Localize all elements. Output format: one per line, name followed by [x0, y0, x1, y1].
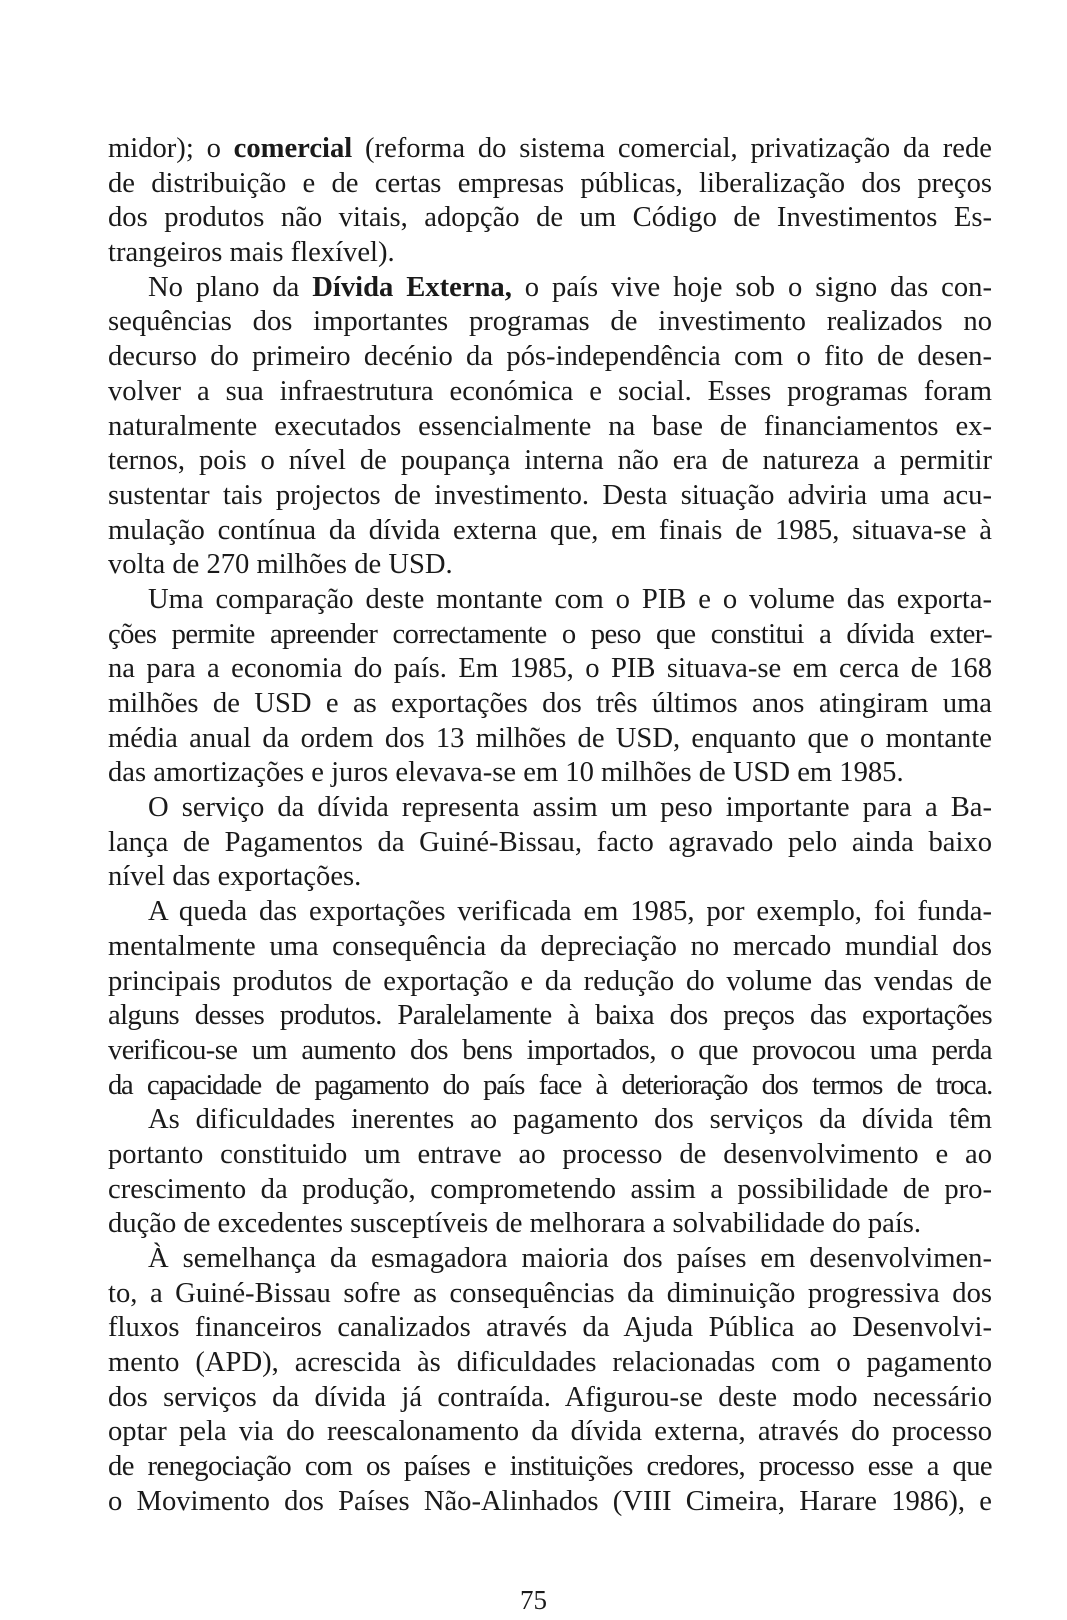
text-line: da capacidade de pagamento do país face à deterioração dos termos de troca. [108, 1069, 992, 1101]
text-line: midor); o comercial (reforma do sistema comercial, privatização da rede [108, 133, 992, 164]
text-line: alguns desses produtos. Paralelamente à baixa dos preços das exportações [108, 1000, 992, 1032]
text-line: Uma comparação deste montante com o PIB e o volume das exporta- [148, 583, 992, 615]
text-line: trangeiros mais flexível). [108, 237, 395, 269]
text-line: sustentar tais projectos de investimento. Desta situação adviria uma acu- [108, 479, 992, 511]
text-line: principais produtos de exportação e da redução do volume das vendas de [108, 965, 992, 997]
text-line: volta de 270 milhões de USD. [108, 549, 453, 581]
text-line: mento (APD), acrescida às dificuldades relacionadas com o pagamento [108, 1347, 992, 1379]
text-line: verificou-se um aumento dos bens importados, o que provocou uma perda [108, 1034, 992, 1066]
text-line: dos produtos não vitais, adopção de um Código de Investimentos Es- [108, 202, 992, 234]
text-line: crescimento da produção, comprometendo assim a possibilidade de pro- [108, 1173, 992, 1205]
page-number: 75 [520, 1585, 547, 1615]
text-line: mulação contínua da dívida externa que, em finais de 1985, situava-se à [108, 514, 992, 546]
text-line: ções permite apreender correctamente o peso que constitui a dívida exter- [108, 618, 992, 650]
text-line: optar pela via do reescalonamento da dívida externa, através do processo [108, 1416, 992, 1448]
bold-term-divida-externa: Dívida Externa, [312, 271, 512, 303]
page-body [108, 132, 992, 1520]
bold-term-comercial: comercial [233, 133, 353, 164]
text-line: lança de Pagamentos da Guiné-Bissau, facto agravado pelo ainda baixo [108, 826, 992, 858]
text-line: nível das exportações. [108, 861, 362, 893]
text-line: média anual da ordem dos 13 milhões de USD, enquanto que o montante [108, 722, 992, 754]
text-line: mentalmente uma consequência da depreciação no mercado mundial dos [108, 930, 992, 962]
text-line: dos serviços da dívida já contraída. Afigurou-se deste modo necessário [108, 1381, 992, 1413]
text-line: No plano da Dívida Externa, o país vive hoje sob o signo das con- [148, 271, 992, 303]
text-line: naturalmente executados essencialmente na base de financiamentos ex- [108, 410, 992, 442]
text-line: decurso do primeiro decénio da pós-independência com o fito de desen- [108, 341, 992, 373]
text-line: ternos, pois o nível de poupança interna não era de natureza a permitir [108, 445, 992, 477]
text-line: sequências dos importantes programas de investimento realizados no [108, 306, 992, 338]
text-line: o Movimento dos Países Não-Alinhados (VIII Cimeira, Harare 1986), e [108, 1485, 992, 1517]
text-line: dução de excedentes susceptíveis de melhorara a solvabilidade do país. [108, 1208, 922, 1240]
text-line: A queda das exportações verificada em 1985, por exemplo, foi funda- [148, 896, 992, 928]
text-line: de distribuição e de certas empresas públicas, liberalização dos preços [108, 167, 992, 199]
text-line: na para a economia do país. Em 1985, o PIB situava-se em cerca de 168 [108, 653, 992, 685]
text-line: fluxos financeiros canalizados através da Ajuda Pública ao Desenvolvi- [108, 1312, 992, 1344]
text-line: portanto constituido um entrave ao processo de desenvolvimento e ao [108, 1138, 992, 1170]
text-line: volver a sua infraestrutura económica e social. Esses programas foram [108, 375, 992, 407]
text-line: O serviço da dívida representa assim um peso importante para a Ba- [148, 792, 992, 824]
text-line: As dificuldades inerentes ao pagamento dos serviços da dívida têm [148, 1104, 992, 1136]
text-line: das amortizações e juros elevava-se em 10 milhões de USD em 1985. [108, 757, 904, 789]
text-line: milhões de USD e as exportações dos três últimos anos atingiram uma [108, 688, 992, 719]
text-line: to, a Guiné-Bissau sofre as consequências da diminuição progressiva dos [108, 1277, 992, 1309]
text-line: À semelhança da esmagadora maioria dos países em desenvolvimen- [148, 1243, 992, 1274]
text-line: de renegociação com os países e instituições credores, processo esse a que [108, 1451, 992, 1483]
